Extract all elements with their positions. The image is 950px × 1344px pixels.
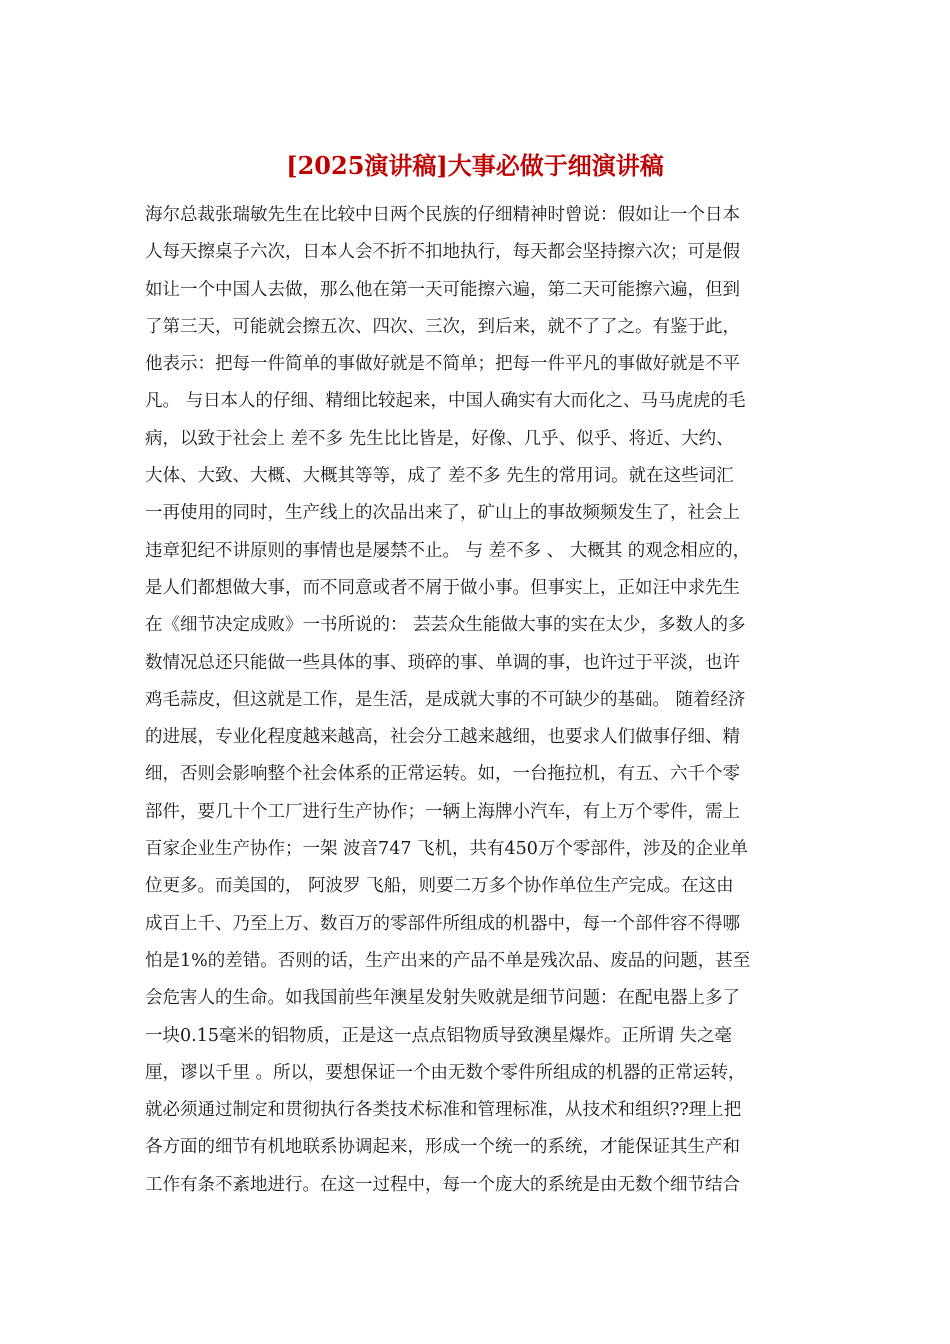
paragraph-line: 部件，要几十个工厂进行生产协作；一辆上海牌小汽车，有上万个零件，需上 (145, 801, 740, 822)
paragraph-line: 在《细节决定成败》一书所说的： 芸芸众生能做大事的实在太少，多数人的多 (145, 615, 746, 636)
paragraph-line: 病，以致于社会上 差不多 先生比比皆是，好像、几乎、似乎、将近、大约、 (145, 428, 734, 449)
paragraph-line: 怕是1%的差错。否则的话，生产出来的产品不单是残次品、废品的问题，甚至 (145, 950, 751, 971)
paragraph-line: 如让一个中国人去做，那么他在第一天可能擦六遍，第二天可能擦六遍，但到 (145, 279, 740, 300)
paragraph-line: 厘，谬以千里 。所以，要想保证一个由无数个零件所组成的机器的正常运转， (145, 1062, 746, 1083)
paragraph-line: 凡。 与日本人的仔细、精细比较起来，中国人确实有大而化之、马马虎虎的毛 (145, 391, 746, 412)
paragraph-line: 数情况总还只能做一些具体的事、琐碎的事、单调的事，也许过于平淡，也许 (145, 652, 740, 673)
paragraph-line: 了第三天，可能就会擦五次、四次、三次，到后来，就不了了之。有鉴于此， (145, 316, 740, 337)
paragraph-line: 大体、大致、大概、大概其等等，成了 差不多 先生的常用词。就在这些词汇 (145, 466, 734, 487)
paragraph-line: 海尔总裁张瑞敏先生在比较中日两个民族的仔细精神时曾说：假如让一个日本 (145, 205, 740, 225)
document-body (145, 197, 815, 1204)
paragraph-line: 违章犯纪不讲原则的事情也是屡禁不止。 与 差不多 、 大概其 的观念相应的， (145, 540, 751, 561)
paragraph-line: 一再使用的同时，生产线上的次品出来了，矿山上的事故频频发生了，社会上 (145, 503, 740, 524)
paragraph-line: 工作有条不紊地进行。在这一过程中，每一个庞大的系统是由无数个细节结合 (145, 1174, 740, 1195)
paragraph-line: 的进展，专业化程度越来越高，社会分工越来越细，也要求人们做事仔细、精 (145, 727, 740, 748)
paragraph-line: 百家企业生产协作；一架 波音747 飞机，共有450万个零部件，涉及的企业单 (145, 839, 748, 860)
paragraph-line: 成百上千、乃至上万、数百万的零部件所组成的机器中，每一个部件容不得哪 (145, 913, 740, 934)
document-title: [2025演讲稿]大事必做于细演讲稿 (286, 151, 664, 180)
paragraph-line: 各方面的细节有机地联系协调起来，形成一个统一的系统，才能保证其生产和 (145, 1137, 740, 1158)
paragraph-line: 鸡毛蒜皮，但这就是工作，是生活，是成就大事的不可缺少的基础。 随着经济 (145, 689, 746, 710)
paragraph-line: 是人们都想做大事，而不同意或者不屑于做小事。但事实上，正如汪中求先生 (145, 577, 740, 598)
paragraph-line: 会危害人的生命。如我国前些年澳星发射失败就是细节问题：在配电器上多了 (145, 988, 740, 1009)
paragraph-line: 位更多。而美国的， 阿波罗 飞船，则要二万多个协作单位生产完成。在这由 (145, 876, 734, 897)
paragraph-line: 细，否则会影响整个社会体系的正常运转。如，一台拖拉机，有五、六千个零 (145, 764, 740, 785)
paragraph-line: 他表示：把每一件简单的事做好就是不简单；把每一件平凡的事做好就是不平 (145, 354, 740, 375)
paragraph-line: 一块0.15毫米的铝物质，正是这一点点铝物质导致澳星爆炸。正所谓 失之毫 (145, 1025, 733, 1046)
paragraph-line: 人每天擦桌子六次，日本人会不折不扣地执行，每天都会坚持擦六次；可是假 (145, 242, 740, 263)
paragraph-line: 就必须通过制定和贯彻执行各类技术标准和管理标准，从技术和组织??理上把 (145, 1100, 742, 1121)
